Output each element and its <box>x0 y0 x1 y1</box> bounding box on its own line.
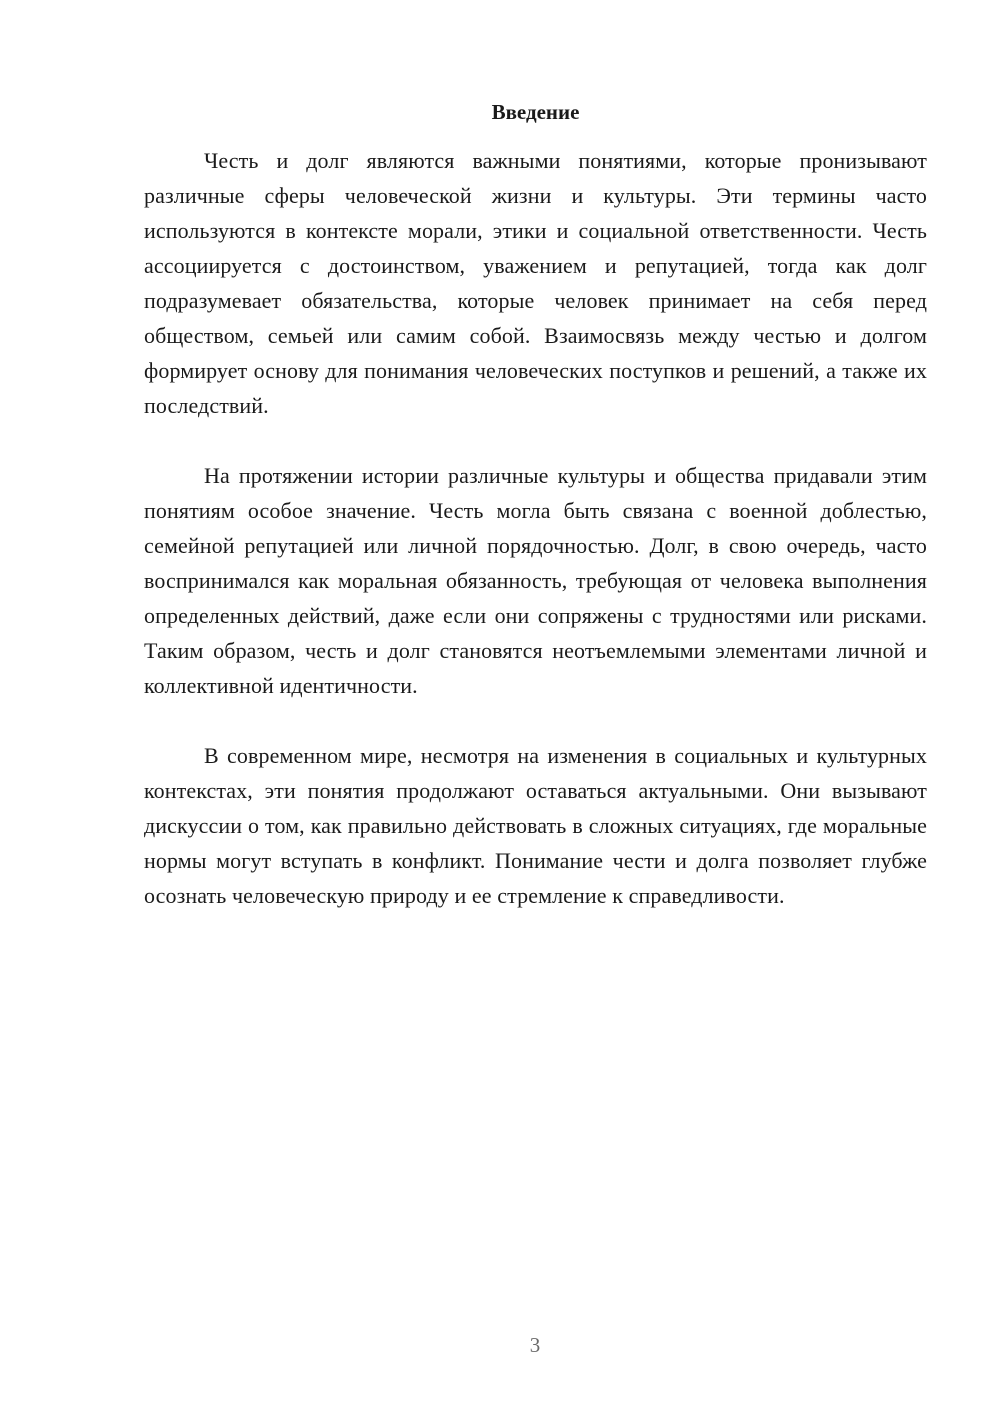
body-text <box>144 143 927 948</box>
paragraph-2: На протяжении истории различные культуры и общества придавали этим понятиям особое значение. Честь могла быть связана с военной доблестью, семейной репутацией или личной порядочностью. Долг, в свою очередь, часто воспринимался как моральная обязанность, требующая от человека выполнения определенных действий, даже если они сопряжены с трудностями или рисками. Таким образом, честь и долг становятся неотъемлемыми элементами личной и коллективной идентичности. <box>144 463 927 698</box>
page-number: 3 <box>529 1333 541 1357</box>
paragraph-3: В современном мире, несмотря на изменения в социальных и культурных контекстах, эти понятия продолжают оставаться актуальными. Они вызывают дискуссии о том, как правильно действовать в сложных ситуациях, где моральные нормы могут вступать в конфликт. Понимание чести и долга позволяет глубже осознать человеческую природу и ее стремление к справедливости. <box>144 743 927 908</box>
paragraph-1: Честь и долг являются важными понятиями, которые пронизывают различные сферы человеческой жизни и культуры. Эти термины часто используются в контексте морали, этики и социальной ответственности. Честь ассоциируется с достоинством, уважением и репутацией, тогда как долг подразумевает обязательства, которые человек принимает на себя перед обществом, семьей или самим собой. Взаимосвязь между честью и долгом формирует основу для понимания человеческих поступков и решений, а также их последствий. <box>144 148 927 418</box>
section-heading: Введение <box>491 100 580 124</box>
